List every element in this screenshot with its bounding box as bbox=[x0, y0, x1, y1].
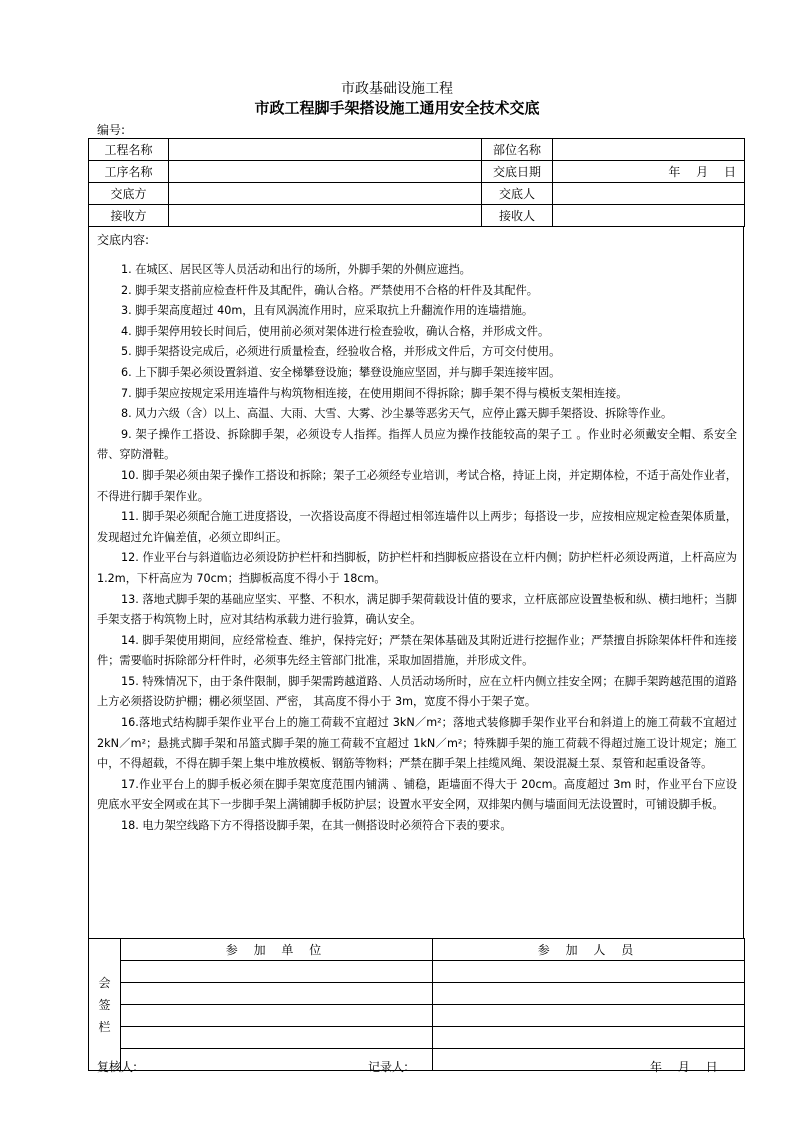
content-item: 5. 脚手架搭设完成后，必须进行质量检查，经验收合格，并形成文件后，方可交付使用。 bbox=[121, 345, 561, 359]
countersign-label bbox=[89, 939, 121, 1071]
countersign-text: 会签栏 bbox=[98, 975, 111, 1034]
personnel-cell[interactable] bbox=[433, 983, 745, 1005]
content-item: 15. 特殊情况下，由于条件限制，脚手架需跨越道路、人员活动场所时，应在立杆内侧立挂安全网；在脚手架跨越范围的道路上方必须搭设防护棚；棚必须坚固、严密， 其高度不得小于 3m，宽度不得小于架子宽。 bbox=[97, 674, 737, 709]
content-item: 6. 上下脚手架必须设置斜道、安全梯攀登设施；攀登设施应坚固，并与脚手架连接牢固。 bbox=[121, 365, 561, 379]
date-value[interactable]: 年 月 日 bbox=[553, 161, 745, 183]
content-item: 2. 脚手架支搭前应检查杆件及其配件，确认合格。严禁使用不合格的杆件及其配件。 bbox=[121, 283, 538, 297]
content-item: 11. 脚手架必须配合施工进度搭设，一次搭设高度不得超过相邻连墙件以上两步；每搭设一步，应按相应规定检查架体质量，发现超过允许偏差值，必须立即纠正。 bbox=[97, 510, 737, 544]
personnel-cell[interactable] bbox=[433, 1005, 745, 1027]
reviewer-label: 复核人: bbox=[97, 1060, 138, 1074]
content-item: 13. 落地式脚手架的基础应坚实、平整、不积水，满足脚手架荷载设计值的要求，立杆底部应设置垫板和纵、横扫地杆；当脚手架支搭于构筑物上时，应对其结构承载力进行验算，确认安全。 bbox=[97, 592, 737, 627]
unit-cell[interactable] bbox=[121, 961, 433, 983]
personnel-cell[interactable] bbox=[433, 961, 745, 983]
project-name-value[interactable] bbox=[169, 139, 482, 161]
unit-cell[interactable] bbox=[121, 1027, 433, 1049]
receiver-value[interactable] bbox=[553, 205, 745, 227]
signature-row bbox=[89, 983, 745, 1005]
content-item: 10. 脚手架必须由架子操作工搭设和拆除；架子工必须经专业培训，考试合格，持证上岗，并定期体检，不适于高处作业者，不得进行脚手架作业。 bbox=[97, 468, 737, 503]
content-item: 9. 架子操作工搭设、拆除脚手架，必须设专人指挥。指挥人员应为操作技能较高的架子工 。作业时必须戴安全帽、系安全带、穿防滑鞋。 bbox=[97, 427, 737, 462]
disclosing-party-value[interactable] bbox=[169, 183, 482, 205]
signature-row bbox=[89, 1027, 745, 1049]
number-label: 编号: bbox=[97, 123, 126, 137]
department-label: 部位名称 bbox=[482, 139, 553, 161]
content-item: 3. 脚手架高度超过 40m，且有风涡流作用时，应采取抗上升翻流作用的连墙措施。 bbox=[121, 304, 534, 318]
signature-row bbox=[89, 1005, 745, 1027]
content-item: 1. 在城区、居民区等人员活动和出行的场所，外脚手架的外侧应遮挡。 bbox=[121, 263, 471, 276]
content-item: 12. 作业平台与斜道临边必须设防护栏杆和挡脚板，防护栏杆和挡脚板应搭设在立杆内侧；防护栏杆必须设两道，上杆高应为 1.2m，下杆高应为 70cm；挡脚板高度不得小于 18cm。 bbox=[97, 551, 737, 585]
disclosing-party-label: 交底方 bbox=[89, 183, 169, 205]
content-item: 16.落地式结构脚手架作业平台上的施工荷载不宜超过 3kN／m²；落地式装修脚手架作业平台和斜道上的施工荷载不宜超过 2kN／m²；悬挑式脚手架和吊篮式脚手架的施工荷载不宜超过 1kN／m²；特殊脚手架的施工荷载不得超过施工设计规定；施工中，不得超载，不得在脚手架上集中堆放模板、钢筋等物料；严禁在脚手架上挂缆风绳、架设混凝土泵、泵管和起重设备等。 bbox=[97, 716, 737, 771]
content-item: 18. 电力架空线路下方不得搭设脚手架，在其一侧搭设时必须符合下表的要求。 bbox=[121, 819, 512, 833]
process-name-value[interactable] bbox=[169, 161, 482, 183]
department-value[interactable] bbox=[553, 139, 745, 161]
signature-header-row bbox=[89, 939, 745, 961]
content-item: 4. 脚手架停用较长时间后，使用前必须对架体进行检查验收，确认合格，并形成文件。 bbox=[121, 324, 550, 338]
content-items bbox=[97, 260, 737, 837]
signature-row bbox=[89, 1049, 745, 1071]
recorder-label: 记录人: bbox=[368, 1060, 409, 1074]
receiving-party-label: 接收方 bbox=[89, 205, 169, 227]
document-title: 市政工程脚手架搭设施工通用安全技术交底 bbox=[254, 99, 540, 117]
discloser-value[interactable] bbox=[553, 183, 745, 205]
process-name-label: 工序名称 bbox=[89, 161, 169, 183]
footer-date: 年 月 日 bbox=[650, 1060, 718, 1074]
personnel-cell[interactable] bbox=[433, 1027, 745, 1049]
info-table bbox=[88, 138, 745, 227]
content-box bbox=[88, 226, 744, 939]
date-label: 交底日期 bbox=[482, 161, 553, 183]
unit-header: 参 加 单 位 bbox=[121, 939, 433, 961]
info-row-project bbox=[89, 139, 745, 161]
personnel-header: 参 加 人 员 bbox=[433, 939, 745, 961]
info-row-discloser bbox=[89, 183, 745, 205]
info-row-process bbox=[89, 161, 745, 183]
content-item: 7. 脚手架应按规定采用连墙件与构筑物相连接，在使用期间不得拆除；脚手架不得与模板支架相连接。 bbox=[121, 386, 628, 400]
content-item: 8. 风力六级（含）以上、高温、大雨、大雪、大雾、沙尘暴等恶劣天气，应停止露天脚手架搭设、拆除等作业。 bbox=[121, 407, 673, 421]
receiver-label: 接收人 bbox=[482, 205, 553, 227]
discloser-label: 交底人 bbox=[482, 183, 553, 205]
content-item: 14. 脚手架使用期间，应经常检查、维护，保持完好；严禁在架体基础及其附近进行挖掘作业；严禁擅自拆除架体杆件和连接件；需要临时拆除部分杆件时，必须事先经主管部门批准，采取加固措施，并形成文件。 bbox=[97, 633, 737, 668]
project-name-label: 工程名称 bbox=[89, 139, 169, 161]
signature-table bbox=[88, 938, 745, 1071]
content-label: 交底内容: bbox=[97, 233, 150, 247]
content-item: 17.作业平台上的脚手板必须在脚手架宽度范围内铺满 、铺稳，距墙面不得大于 20cm。高度超过 3m 时，作业平台下应设兜底水平安全网或在其下一步脚手架上满铺脚手板防护层；设置水平安全网，双排架内侧与墙面间无法设置时，可铺设脚手板。 bbox=[97, 777, 737, 812]
document-subtitle: 市政基础设施工程 bbox=[341, 81, 453, 97]
unit-cell[interactable] bbox=[121, 1005, 433, 1027]
unit-cell[interactable] bbox=[121, 983, 433, 1005]
receiving-party-value[interactable] bbox=[169, 205, 482, 227]
signature-row bbox=[89, 961, 745, 983]
info-row-receiver bbox=[89, 205, 745, 227]
